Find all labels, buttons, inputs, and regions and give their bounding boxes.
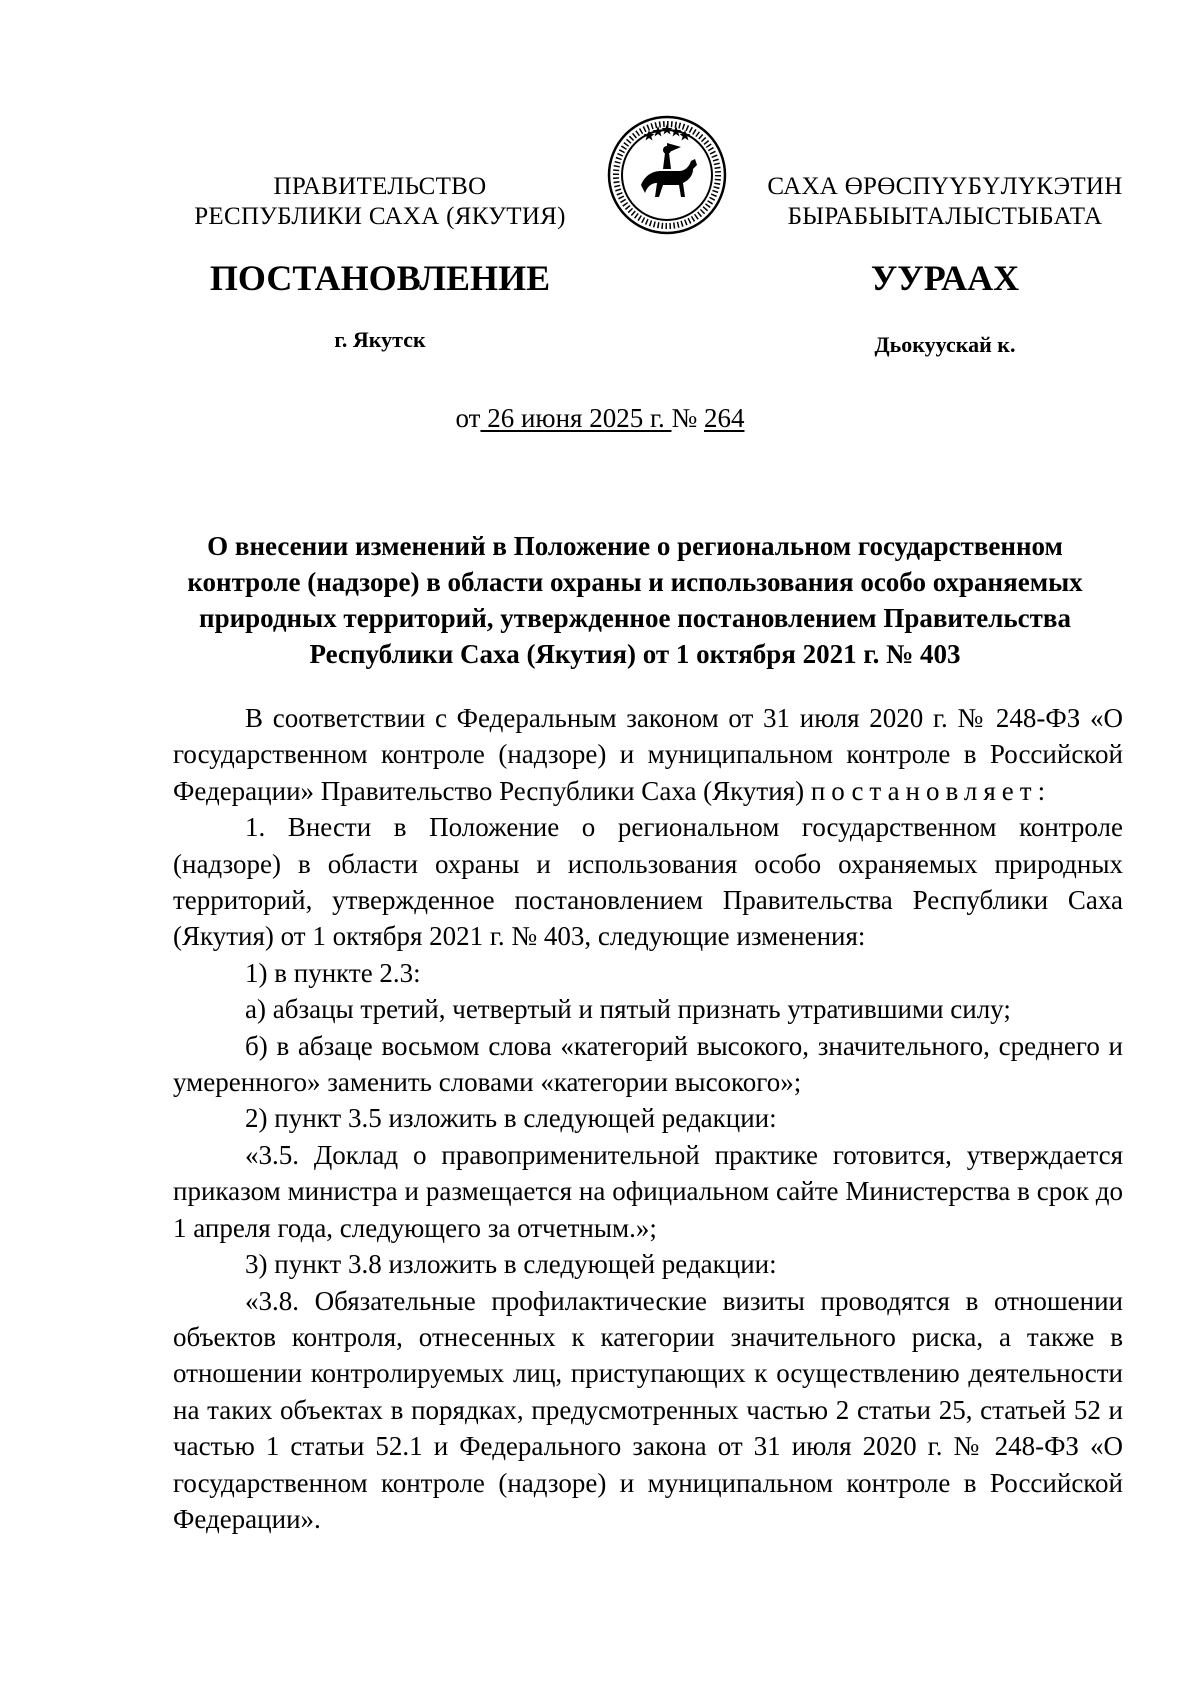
header-right [745,172,1145,232]
header-right-line1: САХА ӨРӨСПҮҮБҮЛҮКЭТИН [767,173,1123,200]
date-line [0,402,1200,434]
number-sign: № [671,403,698,433]
header-left [155,172,605,232]
body-paragraph: 3) пункт 3.8 изложить в следующей редакции: [245,1249,777,1280]
doc-type-right: УУРААХ [870,258,1020,298]
preamble-paragraph [173,700,1123,809]
date-prefix: от [455,403,481,433]
header-right-line2: БЫРАБЫЫТАЛЫСТЫБАТА [787,203,1103,230]
coat-of-arms-emblem-icon [605,113,729,237]
preamble-text: В соответствии с Федеральным законом от 31 июля 2020 г. № 248-ФЗ «О государственном контроле (надзоре) и муниципальном контроле в Российской Федерации» Правительство Республики Саха (Якутия) [173,703,1123,806]
body-paragraph: 2) пункт 3.5 изложить в следующей редакции: [245,1103,777,1134]
body-paragraph: 1) в пункте 2.3: [245,957,421,988]
document-title: О внесении изменений в Положение о региональном государственном контроле (надзоре) в области охраны и использования особо охраняемых природных территорий, утвержденное постановлением Правительства Республики Саха (Якутия) от 1 октября 2021 г. № 403 [187,531,1083,669]
body-paragraph: б) в абзаце восьмом слова «категорий высокого, значительного, среднего и умеренного» заменить словами «категории высокого»; [173,1030,1123,1098]
body-paragraph: «3.5. Доклад о правоприменительной практике готовится, утверждается приказом министра и размещается на официальном сайте Министерства в срок до 1 апреля года, следующего за отчетным.»; [173,1139,1123,1243]
body-paragraph: а) абзацы третий, четвертый и пятый признать утратившими силу; [245,994,1011,1025]
city-right: Дьокуускай к. [874,332,1016,357]
body-paragraph: 1. Внести в Положение о региональном государственном контроле (надзоре) в области охраны и использования особо охраняемых природных территорий, утвержденное постановлением Правительства Республики Саха (Якутия) от 1 октября 2021 г. № 403, следующие изменения: [173,812,1123,952]
header-left-line1: ПРАВИТЕЛЬСТВО [273,173,487,200]
postanovlyaet-text: постановляет: [810,775,1052,806]
city-left: г. Якутск [334,327,426,352]
document-number: 264 [704,403,745,433]
header-left-line2: РЕСПУБЛИКИ САХА (ЯКУТИЯ) [194,203,566,230]
date-value: 26 июня 2025 г. [480,403,672,433]
document-body [173,700,1123,1537]
doc-type-left: ПОСТАНОВЛЕНИЕ [209,258,551,298]
body-paragraph: «3.8. Обязательные профилактические визиты проводятся в отношении объектов контроля, отнесенных к категории значительного риска, а также в отношении контролируемых лиц, приступающих к осуществлению деятельности на таких объектах в порядках, предусмотренных частью 2 статьи 25, статьей 52 и частью 1 статьи 52.1 и Федерального закона от 31 июля 2020 г. № 248-ФЗ «О государственном контроле (надзоре) и муниципальном контроле в Российской Федерации». [173,1285,1123,1534]
